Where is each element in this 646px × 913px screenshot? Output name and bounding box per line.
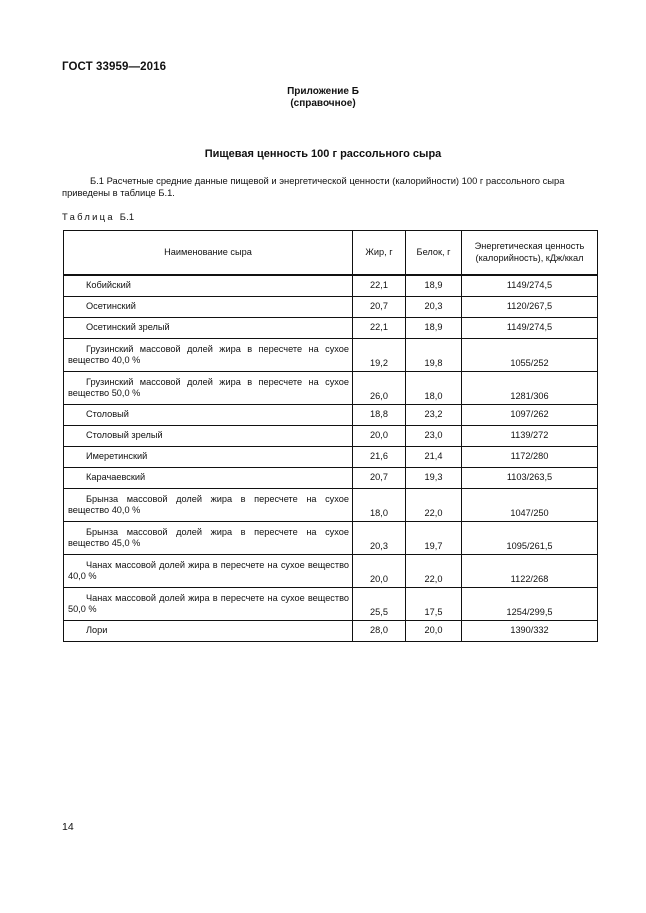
fat-value: 20,0 — [353, 555, 406, 588]
protein-value: 19,7 — [406, 522, 462, 555]
energy-value: 1047/250 — [462, 489, 598, 522]
energy-value: 1139/272 — [462, 426, 598, 447]
energy-value: 1055/252 — [462, 339, 598, 372]
cheese-name: Брынза массовой долей жира в пересчете на сухое вещество 45,0 % — [64, 522, 353, 555]
energy-value: 1172/280 — [462, 447, 598, 468]
fat-value: 22,1 — [353, 318, 406, 339]
fat-value: 18,8 — [353, 405, 406, 426]
header-protein: Белок, г — [406, 231, 462, 276]
cheese-name: Столовый зрелый — [64, 426, 353, 447]
protein-value: 18,0 — [406, 372, 462, 405]
protein-value: 23,0 — [406, 426, 462, 447]
protein-value: 18,9 — [406, 318, 462, 339]
table-caption — [62, 211, 134, 222]
cheese-name: Лори — [64, 621, 353, 642]
intro-paragraph: Б.1 Расчетные средние данные пищевой и энергетической ценности (калорийности) 100 г рассольного сыра приведены в таблице Б.1. — [62, 175, 565, 198]
fat-value: 28,0 — [353, 621, 406, 642]
table-row — [64, 468, 598, 489]
table-row — [64, 372, 598, 405]
protein-value: 22,0 — [406, 555, 462, 588]
energy-value: 1122/268 — [462, 555, 598, 588]
fat-value: 18,0 — [353, 489, 406, 522]
header-fat: Жир, г — [353, 231, 406, 276]
protein-value: 19,8 — [406, 339, 462, 372]
energy-value: 1120/267,5 — [462, 297, 598, 318]
table-row — [64, 426, 598, 447]
table-row — [64, 339, 598, 372]
protein-value: 21,4 — [406, 447, 462, 468]
cheese-name: Карачаевский — [64, 468, 353, 489]
protein-value: 22,0 — [406, 489, 462, 522]
table-row — [64, 522, 598, 555]
cheese-name: Осетинский зрелый — [64, 318, 353, 339]
protein-value: 17,5 — [406, 588, 462, 621]
fat-value: 20,7 — [353, 468, 406, 489]
table-row — [64, 275, 598, 297]
page-number: 14 — [62, 821, 74, 833]
energy-value: 1095/261,5 — [462, 522, 598, 555]
cheese-name: Столовый — [64, 405, 353, 426]
table-header-row — [64, 231, 598, 276]
fat-value: 22,1 — [353, 275, 406, 297]
cheese-name: Брынза массовой долей жира в пересчете на сухое вещество 40,0 % — [64, 489, 353, 522]
document-header: ГОСТ 33959—2016 — [62, 61, 167, 73]
table-row — [64, 318, 598, 339]
table-row — [64, 489, 598, 522]
fat-value: 19,2 — [353, 339, 406, 372]
fat-value: 20,3 — [353, 522, 406, 555]
energy-value: 1149/274,5 — [462, 318, 598, 339]
nutrition-table — [63, 230, 598, 642]
cheese-name: Чанах массовой долей жира в пересчете на сухое вещество 50,0 % — [64, 588, 353, 621]
table-row — [64, 621, 598, 642]
energy-value: 1390/332 — [462, 621, 598, 642]
table-caption-number: Б.1 — [119, 211, 135, 222]
energy-value: 1097/262 — [462, 405, 598, 426]
header-energy: Энергетическая ценность (калорийность), кДж/ккал — [462, 231, 598, 276]
fat-value: 20,7 — [353, 297, 406, 318]
table-row — [64, 405, 598, 426]
energy-value: 1281/306 — [462, 372, 598, 405]
fat-value: 20,0 — [353, 426, 406, 447]
cheese-name: Грузинский массовой долей жира в пересчете на сухое вещество 50,0 % — [64, 372, 353, 405]
table-row — [64, 555, 598, 588]
fat-value: 21,6 — [353, 447, 406, 468]
appendix-type: (справочное) — [290, 98, 356, 109]
appendix-title: Приложение Б — [287, 86, 359, 97]
cheese-name: Грузинский массовой долей жира в пересчете на сухое вещество 40,0 % — [64, 339, 353, 372]
cheese-name: Чанах массовой долей жира в пересчете на сухое вещество 40,0 % — [64, 555, 353, 588]
protein-value: 19,3 — [406, 468, 462, 489]
protein-value: 23,2 — [406, 405, 462, 426]
energy-value: 1103/263,5 — [462, 468, 598, 489]
energy-value: 1149/274,5 — [462, 275, 598, 297]
protein-value: 20,3 — [406, 297, 462, 318]
table-row — [64, 447, 598, 468]
table-caption-label: Таблица — [62, 211, 115, 222]
cheese-name: Кобийский — [64, 275, 353, 297]
section-title: Пищевая ценность 100 г рассольного сыра — [204, 148, 442, 160]
protein-value: 20,0 — [406, 621, 462, 642]
protein-value: 18,9 — [406, 275, 462, 297]
energy-value: 1254/299,5 — [462, 588, 598, 621]
fat-value: 25,5 — [353, 588, 406, 621]
table-row — [64, 297, 598, 318]
fat-value: 26,0 — [353, 372, 406, 405]
header-cheese-name: Наименование сыра — [64, 231, 353, 276]
table-row — [64, 588, 598, 621]
cheese-name: Имеретинский — [64, 447, 353, 468]
cheese-name: Осетинский — [64, 297, 353, 318]
